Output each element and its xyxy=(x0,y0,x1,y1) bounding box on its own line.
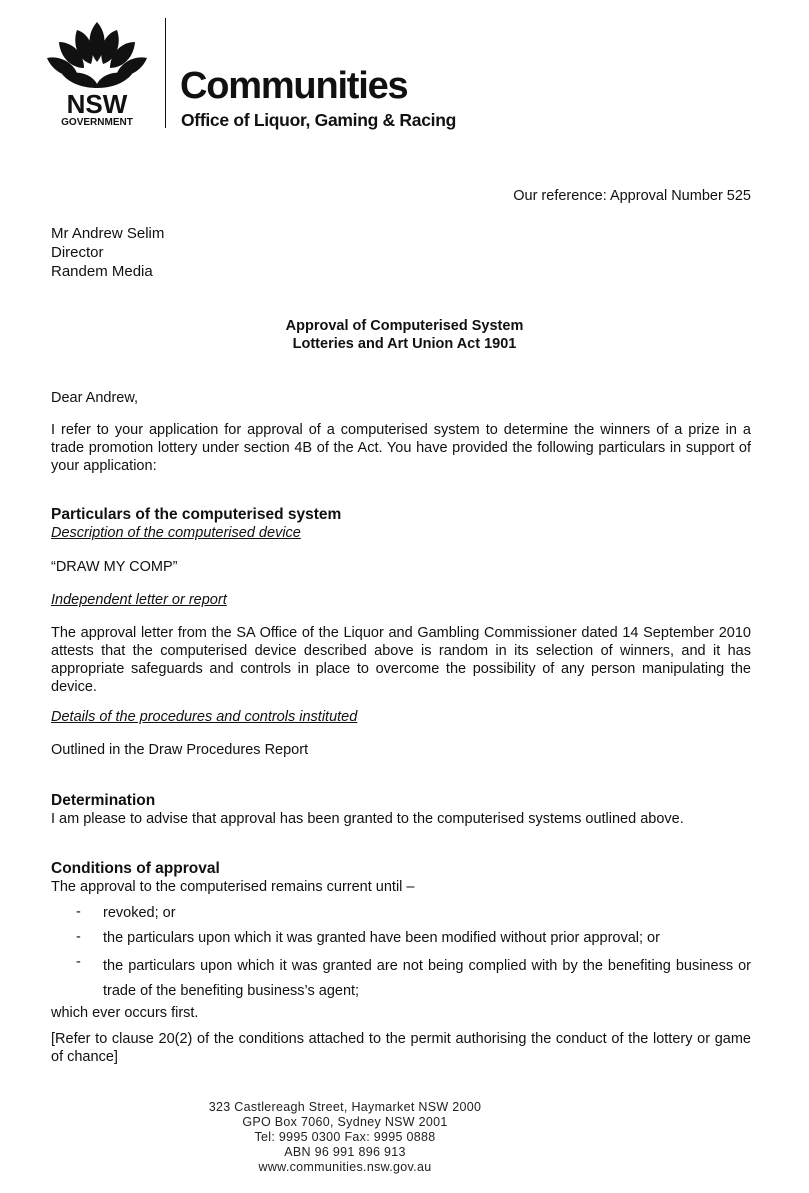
device-value: “DRAW MY COMP” xyxy=(51,559,178,575)
subject-line-2: Lotteries and Art Union Act 1901 xyxy=(292,336,517,352)
department-name: Communities xyxy=(180,65,408,107)
recipient-title: Director xyxy=(51,244,104,261)
logo-government-text: GOVERNMENT xyxy=(61,117,133,128)
conditions-closing: which ever occurs first. xyxy=(51,1005,199,1021)
footer-abn: ABN 96 991 896 913 xyxy=(284,1145,406,1159)
report-label: Independent letter or report xyxy=(51,592,227,608)
list-dash: - xyxy=(76,929,81,945)
office-name: Office of Liquor, Gaming & Racing xyxy=(181,110,456,130)
procedures-value: Outlined in the Draw Procedures Report xyxy=(51,742,309,758)
conditions-intro: The approval to the computerised remains current until – xyxy=(51,879,415,895)
condition-item: the particulars upon which it was granted are not being complied with by the benefiting business or trade of the benefiting business’s agent; xyxy=(103,958,751,999)
logo-nsw-text: NSW xyxy=(66,89,128,119)
device-label: Description of the computerised device xyxy=(51,525,301,541)
letterhead-divider xyxy=(165,18,166,128)
intro-paragraph: I refer to your application for approval of a computerised system to determine the winners of a prize in a trade promotion lottery under section 4B of the Act. You have provided the following particulars in support of your application: xyxy=(51,422,751,474)
recipient-name: Mr Andrew Selim xyxy=(51,225,165,242)
list-dash: - xyxy=(76,904,81,920)
condition-item: revoked; or xyxy=(103,905,176,921)
waratah-icon xyxy=(44,18,150,128)
footer-address: 323 Castlereagh Street, Haymarket NSW 2000 xyxy=(208,1100,482,1114)
reference-number: Our reference: Approval Number 525 xyxy=(513,188,751,204)
list-dash: - xyxy=(76,954,81,970)
determination-heading: Determination xyxy=(51,792,156,809)
nsw-government-logo xyxy=(44,18,150,128)
footer-contact xyxy=(120,1100,570,1175)
report-value: The approval letter from the SA Office of the Liquor and Gambling Commissioner dated 14 September 2010 attests that the computerised device described above is random in its selection of winners, and it has appropriate safeguards and controls in place to overcome the possibility of any person manipulating the device. xyxy=(51,625,751,695)
salutation: Dear Andrew, xyxy=(51,390,139,406)
condition-item: the particulars upon which it was granted have been modified without prior approval; or xyxy=(103,930,660,946)
recipient-company: Randem Media xyxy=(51,263,153,280)
subject-line-1: Approval of Computerised System xyxy=(285,318,524,334)
conditions-heading: Conditions of approval xyxy=(51,860,220,877)
conditions-note: [Refer to clause 20(2) of the conditions attached to the permit authorising the conduct of the lottery or game of chance] xyxy=(51,1031,751,1065)
procedures-label: Details of the procedures and controls instituted xyxy=(51,709,358,725)
footer-phone: Tel: 9995 0300 Fax: 9995 0888 xyxy=(254,1130,436,1144)
determination-text: I am please to advise that approval has been granted to the computerised systems outlined above. xyxy=(51,811,684,827)
recipient-address xyxy=(51,224,164,281)
footer-website[interactable]: www.communities.nsw.gov.au xyxy=(258,1160,432,1174)
subject-heading xyxy=(0,317,809,353)
footer-po-box: GPO Box 7060, Sydney NSW 2001 xyxy=(242,1115,448,1129)
particulars-heading: Particulars of the computerised system xyxy=(51,506,342,523)
